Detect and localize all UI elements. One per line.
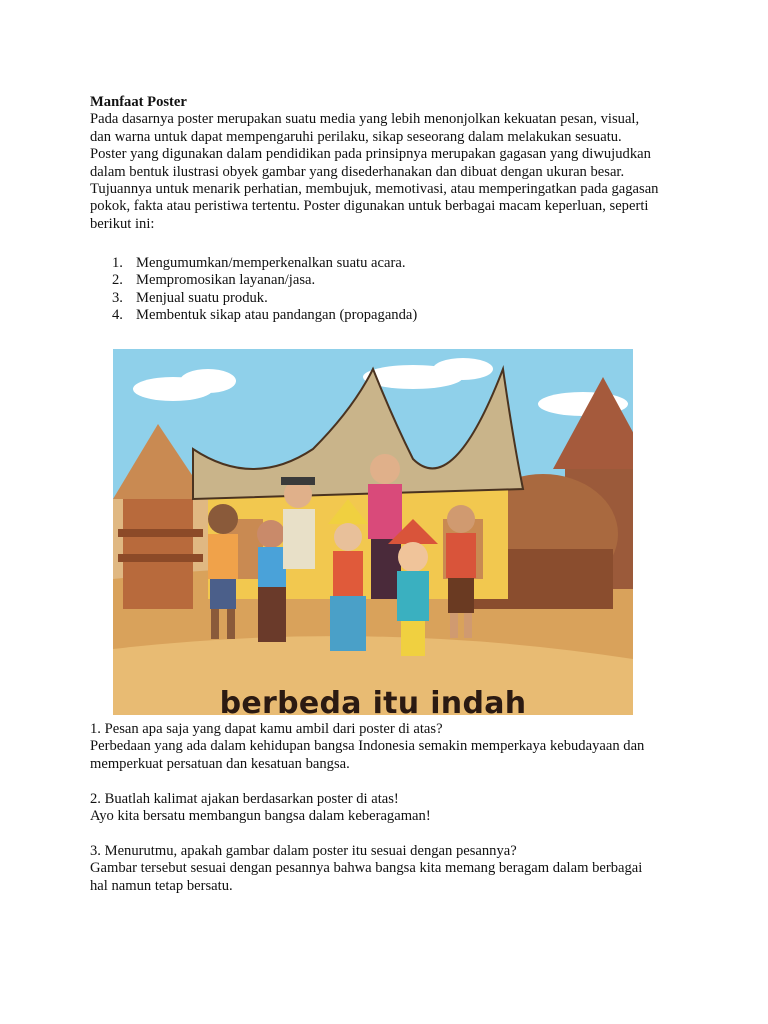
- list-item: [90, 290, 690, 307]
- answer-3-line-2: hal namun tetap bersatu.: [90, 877, 233, 894]
- list-item: [90, 255, 690, 272]
- figure-woman: [368, 454, 402, 599]
- answer-3-line-1: Gambar tersebut sesuai dengan pesannya bahwa bangsa kita memang beragam dalam berbagai: [90, 860, 643, 877]
- list-item-text: Mempromosikan layanan/jasa.: [136, 272, 316, 289]
- intro-line-3: Poster yang digunakan dalam pendidikan pada prinsipnya merupakan gagasan yang diwujudkan: [90, 146, 651, 163]
- figure-dancer: [328, 499, 368, 651]
- question-1: 1. Pesan apa saja yang dapat kamu ambil dari poster di atas?: [90, 721, 443, 737]
- list-item: [90, 307, 690, 324]
- poster-caption: berbeda itu indah: [219, 685, 527, 715]
- answer-2-line-1: Ayo kita bersatu membangun bangsa dalam keberagaman!: [90, 808, 431, 825]
- uses-list-section: [90, 255, 690, 325]
- figure-girl: [257, 520, 286, 642]
- intro-line-1: Pada dasarnya poster merupakan suatu media yang lebih menonjolkan kekuatan pesan, visual,: [90, 111, 640, 128]
- document-heading: Manfaat Poster: [90, 94, 187, 110]
- list-item-number: 2.: [112, 272, 123, 289]
- uses-list: [90, 255, 690, 325]
- answer-1-line-2: memperkuat persatuan dan kesatuan bangsa.: [90, 755, 350, 772]
- spacer: [90, 825, 690, 842]
- intro-line-2: dan warna untuk dapat mempengaruhi perilaku, sikap seseorang dalam melakukan sesuatu.: [90, 128, 622, 145]
- list-item-text: Menjual suatu produk.: [136, 289, 268, 306]
- answer-1-line-1: Perbedaan yang ada dalam kehidupan bangsa Indonesia semakin memperkaya kebudayaan dan: [90, 738, 645, 755]
- poster-artwork: [113, 349, 633, 715]
- qa-section: [90, 721, 690, 895]
- list-item-number: 1.: [112, 255, 123, 271]
- poster-illustration: [113, 349, 633, 715]
- list-item-number: 4.: [112, 307, 123, 324]
- intro-line-7: berikut ini:: [90, 215, 155, 232]
- question-3: 3. Menurutmu, apakah gambar dalam poster itu sesuai dengan pesannya?: [90, 842, 517, 859]
- figure-man: [281, 477, 315, 569]
- spacer: [90, 773, 690, 790]
- question-2: 2. Buatlah kalimat ajakan berdasarkan poster di atas!: [90, 790, 399, 807]
- intro-section: [90, 94, 690, 233]
- list-item-text: Membentuk sikap atau pandangan (propaganda): [136, 307, 418, 324]
- intro-line-5: Tujuannya untuk menarik perhatian, membujuk, memotivasi, atau memperingatkan pada gagasan: [90, 181, 659, 198]
- intro-line-6: pokok, fakta atau peristiwa tertentu. Poster digunakan untuk berbagai macam keperluan, seperti: [90, 198, 649, 215]
- intro-line-4: dalam bentuk ilustrasi obyek gambar yang disederhanakan dan dibuat dengan ukuran besar.: [90, 163, 625, 180]
- list-item-number: 3.: [112, 289, 123, 306]
- list-item-text: Mengumumkan/memperkenalkan suatu acara.: [136, 255, 406, 271]
- list-item: [90, 272, 690, 289]
